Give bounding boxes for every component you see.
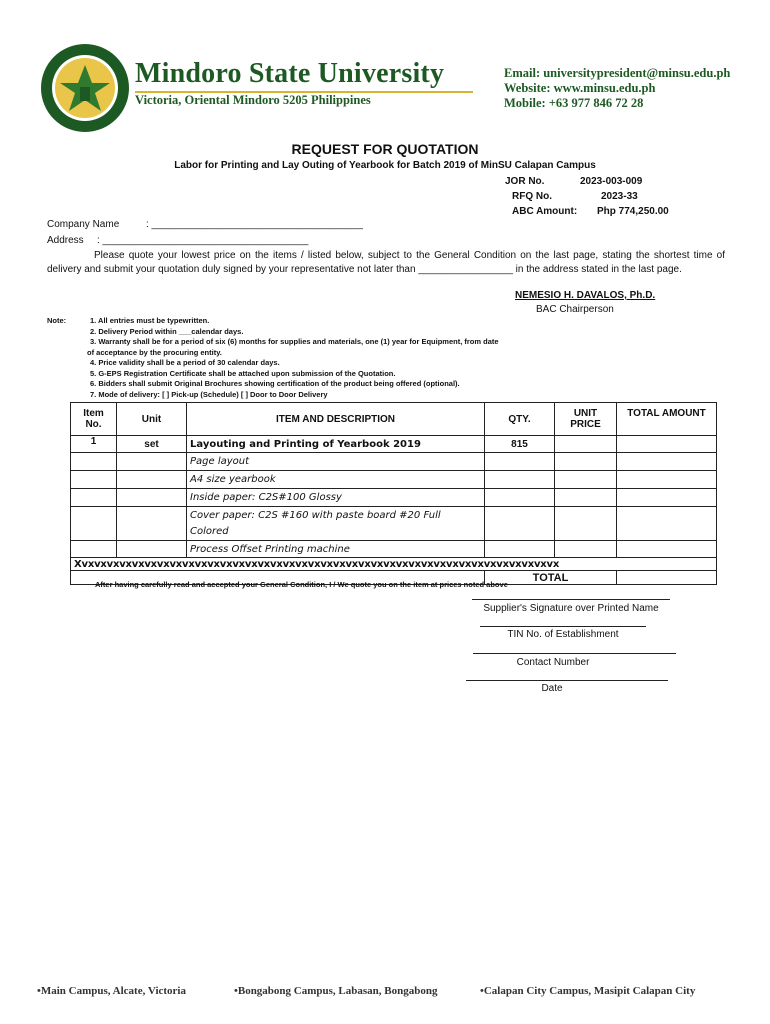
date-label: Date [541,683,563,694]
company-name-field[interactable]: : ______________________________________ [146,219,363,230]
abc-value: Php 774,250.00 [597,206,669,217]
instruction-text: Please quote your lowest price on the items / listed below, subject to the General Condition on the last page, stating the shortest time of delivery and submit your quotation duly signed by your representative not later than _________________ in the address stated in the last page. [47,250,725,275]
notes-list [87,316,499,400]
header-item-no: Item No. [71,403,117,436]
rfq-value: 2023-33 [601,191,638,202]
note-item: 7. Mode of delivery: [ ] Pick-up (Schedule) [ ] Door to Door Delivery [90,389,328,399]
cell-description-line: Cover paper: C2S #160 with paste board #20 Full Colored [187,507,485,541]
note-item: 1. All entries must be typewritten. [90,316,210,325]
contact-block [504,66,730,111]
cell-description-line: A4 size yearbook [187,471,485,489]
cell-unit: set [117,436,187,453]
total-amount-cell[interactable] [617,571,717,585]
quotation-table [70,402,717,585]
note-item: 4. Price validity shall be a period of 30 calendar days. [90,358,280,367]
table-row [71,436,717,453]
header-unit-price: UNIT PRICE [555,403,617,436]
chairperson-title: BAC Chairperson [536,304,614,315]
total-label: TOTAL [485,571,617,585]
university-address: Victoria, Oriental Mindoro 5205 Philippines [135,93,371,107]
header-unit: Unit [117,403,187,436]
campus-calapan: •Calapan City Campus, Masipit Calapan City [480,985,696,997]
rfq-label: RFQ No. [512,191,552,202]
document-subtitle: Labor for Printing and Lay Outing of Yearbook for Batch 2019 of MinSU Calapan Campus [174,160,596,171]
contact-mobile: Mobile: +63 977 846 72 28 [504,96,644,110]
address-field[interactable]: : _____________________________________ [97,235,309,246]
cell-description-line: Process Offset Printing machine [187,541,485,558]
cell-total-amount[interactable] [617,436,717,453]
chairperson-name: NEMESIO H. DAVALOS, Ph.D. [515,290,656,301]
header-qty: QTY. [485,403,555,436]
date-line[interactable] [466,680,668,681]
table-header-row [71,403,717,436]
note-item: of acceptance by the procuring entity. [87,347,222,357]
note-item: 5. G-EPS Registration Certificate shall be attached upon submission of the Quotation. [90,368,396,378]
table-row [71,453,717,471]
tin-label: TIN No. of Establishment [507,629,619,640]
acceptance-note: After having carefully read and accepted your General Condition, I / We quote you on the item at prices noted above [95,580,508,589]
header-description: ITEM AND DESCRIPTION [187,403,485,436]
table-row [71,541,717,558]
table-row [71,507,717,541]
note-item: 2. Delivery Period within ___calendar days. [90,326,244,336]
cell-description-line: Page layout [187,453,485,471]
contact-number-line[interactable] [473,653,676,654]
university-seal-logo [40,43,130,133]
cell-unit-price[interactable] [555,436,617,453]
jor-label: JOR No. [505,176,545,187]
cell-description-line: Inside paper: C2S#100 Glossy [187,489,485,507]
abc-label: ABC Amount: [512,206,578,217]
document-title: REQUEST FOR QUOTATION [291,141,479,157]
table-row [71,471,717,489]
contact-number-label: Contact Number [516,657,590,668]
university-name: Mindoro State University [135,58,445,89]
contact-email: Email: universitypresident@minsu.edu.ph [504,66,731,80]
jor-value: 2023-003-009 [580,176,643,187]
note-item: 6. Bidders shall submit Original Brochures showing certification of the product being offered (optional). [90,379,460,388]
note-label: Note: [47,316,67,325]
cell-description-title: Layouting and Printing of Yearbook 2019 [187,436,485,453]
xv-filler-line: Xvxvxvxvxvxvxvxvxvxvxvxvxvxvxvxvxvxvxvxvxvxvxvxvxvxvxvxvxvxvxvxvxvxvxvxvxvxvx [71,558,717,571]
company-name-label: Company Name [47,219,120,230]
cell-qty: 815 [485,436,555,453]
campus-bongabong: •Bongabong Campus, Labasan, Bongabong [234,985,438,997]
supplier-signature-label: Supplier's Signature over Printed Name [483,603,659,614]
tin-line[interactable] [480,626,646,627]
note-item: 3. Warranty shall be for a period of six (6) months for supplies and materials, one (1) year for Equipment, from date [90,337,499,346]
cell-item-no: 1 [71,436,117,453]
supplier-signature-line[interactable] [472,599,670,600]
address-label: Address [47,235,84,246]
header-total-amount: TOTAL AMOUNT [617,403,717,436]
table-row [71,489,717,507]
campus-main: •Main Campus, Alcate, Victoria [37,985,186,997]
table-row [71,558,717,571]
instruction-paragraph [47,249,725,277]
contact-website: Website: www.minsu.edu.ph [504,81,656,95]
